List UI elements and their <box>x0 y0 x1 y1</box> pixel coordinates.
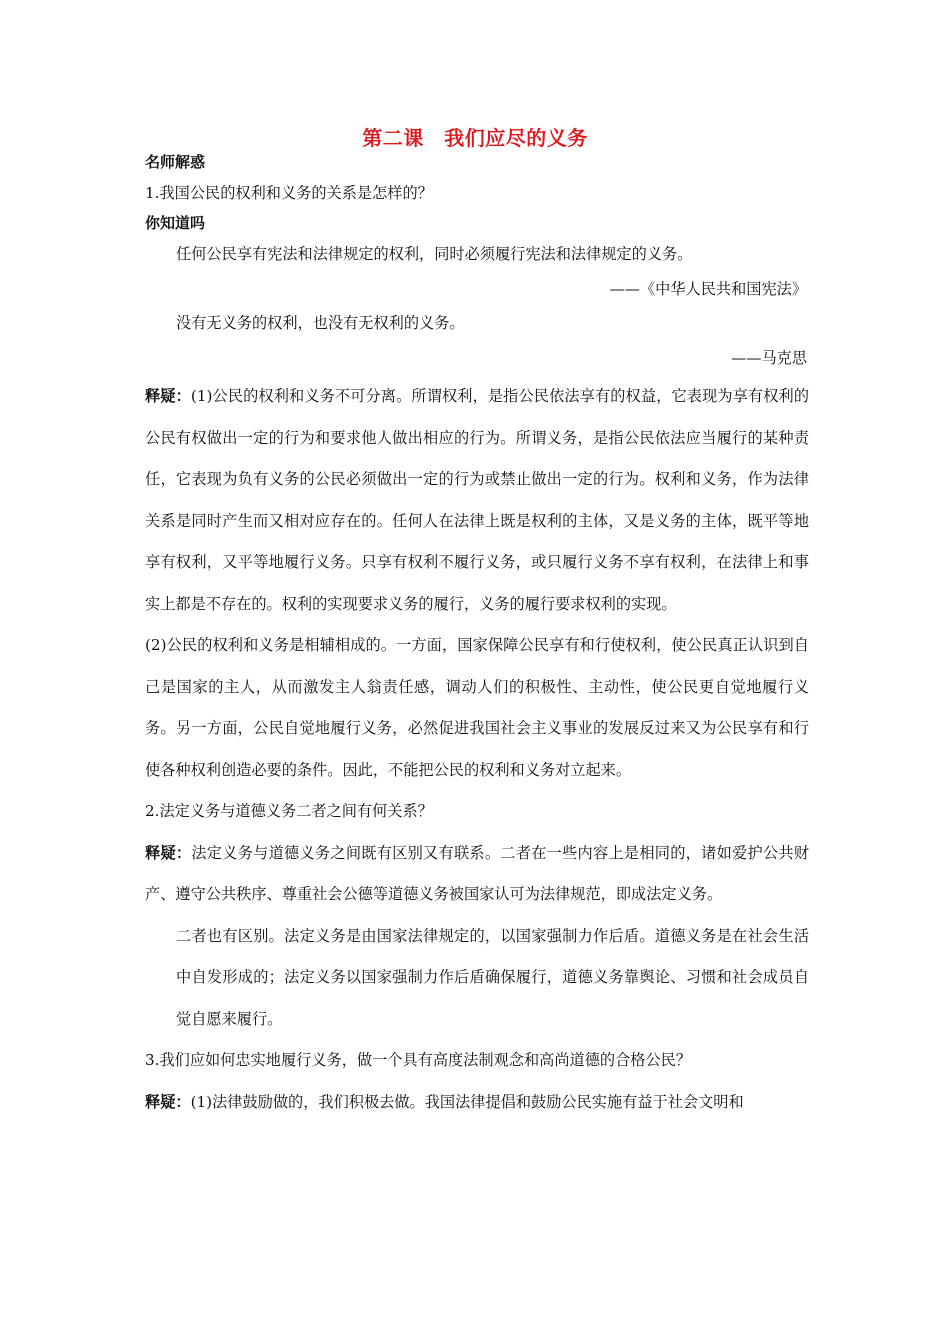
answer-3-paragraph-1 <box>145 1082 809 1124</box>
question-2: 2.法定义务与道德义务二者之间有何关系？ <box>145 802 433 820</box>
question-3: 3.我们应如何忠实地履行义务，做一个具有高度法制观念和高尚道德的合格公民？ <box>145 1051 692 1069</box>
answer-label: 释疑： <box>145 1092 191 1111</box>
quote-source-constitution: ——《中华人民共和国宪法》 <box>609 280 807 298</box>
answer-label: 释疑： <box>145 843 192 862</box>
answer-1-text-1: (1)公民的权利和义务不可分离。所谓权利，是指公民依法享有的权益，它表现为享有权利的公民有权做出一定的行为和要求他人做出相应的行为。所谓义务，是指公民依法应当履行的某种责任，它表现为负有义务的公民必须做出一定的行为或禁止做出一定的行为。权利和义务，作为法律关系是同时产生而又相对应存在的。任何人在法律上既是权利的主体，又是义务的主体，既平等地享有权利，又平等地履行义务。只享有权利不履行义务，或只履行义务不享有权利，在法律上和事实上都是不存在的。权利的实现要求义务的履行，义务的履行要求权利的实现。 <box>145 387 810 613</box>
answer-2-paragraph-1 <box>145 833 809 916</box>
lesson-title: 第二课 我们应尽的义务 <box>362 126 588 150</box>
answer-2-paragraph-2: 二者也有区别。法定义务是由国家法律规定的，以国家强制力作后盾。道德义务是在社会生活中自发形成的；法定义务以国家强制力作后盾确保履行，道德义务靠舆论、习惯和社会成员自觉自愿来履行。 <box>176 926 809 1028</box>
document-body <box>145 148 809 1123</box>
quote-marx: 没有无义务的权利，也没有无权利的义务。 <box>176 314 465 332</box>
quote-source-marx: ——马克思 <box>731 349 807 367</box>
answer-1-paragraph-1 <box>145 376 809 625</box>
answer-2-text-1: 法定义务与道德义务之间既有区别又有联系。二者在一些内容上是相同的，诸如爱护公共财产、遵守公共秩序、尊重社会公德等道德义务被国家认可为法律规范，即成法定义务。 <box>145 843 809 903</box>
section-heading-nizhidao: 你知道吗 <box>145 214 206 232</box>
answer-1-paragraph-2: (2)公民的权利和义务是相辅相成的。一方面，国家保障公民享有和行使权利，使公民真正认识到自己是国家的主人，从而激发主人翁责任感，调动人们的积极性、主动性，使公民更自觉地履行义务。另一方面，公民自觉地履行义务，必然促进我国社会主义事业的发展反过来又为公民享有和行使各种权利创造必要的条件。因此，不能把公民的权利和义务对立起来。 <box>145 636 809 779</box>
question-1: 1.我国公民的权利和义务的关系是怎样的？ <box>145 184 433 202</box>
quote-constitution: 任何公民享有宪法和法律规定的权利，同时必须履行宪法和法律规定的义务。 <box>176 245 693 263</box>
section-heading-mingshi: 名师解惑 <box>145 153 206 171</box>
answer-3-text-1: (1)法律鼓励做的，我们积极去做。我国法律提倡和鼓励公民实施有益于社会文明和 <box>190 1092 744 1111</box>
answer-label: 释疑： <box>145 387 191 405</box>
